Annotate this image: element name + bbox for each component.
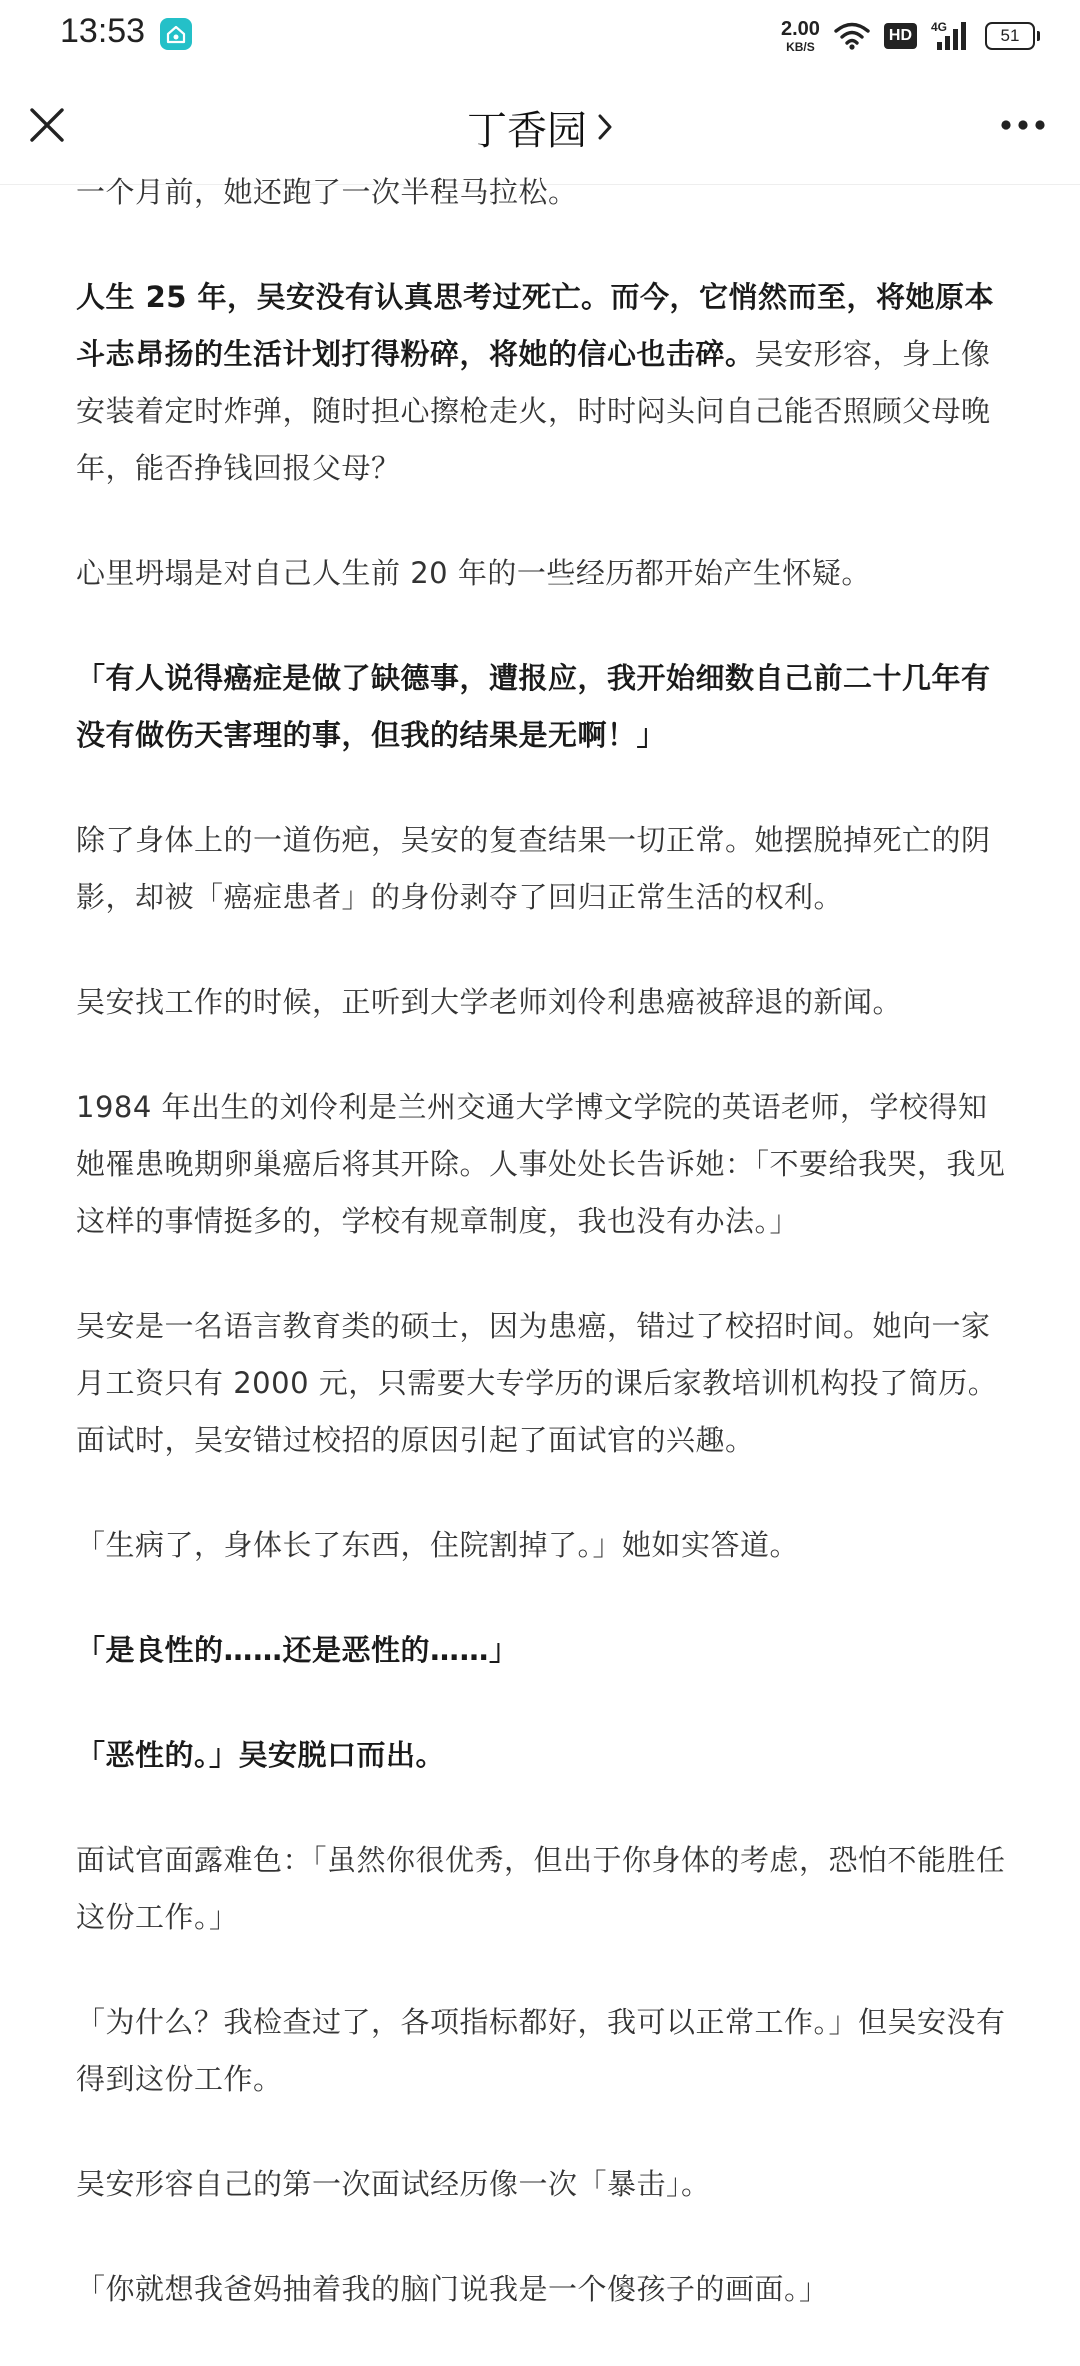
home-app-icon bbox=[160, 18, 192, 50]
wifi-icon bbox=[834, 22, 870, 50]
status-time: 13:53 bbox=[60, 12, 146, 50]
more-options-button[interactable] bbox=[988, 100, 1058, 150]
article-bold-text: 「恶性的。」吴安脱口而出。 bbox=[76, 1738, 446, 1772]
close-button[interactable] bbox=[22, 100, 72, 150]
article-body bbox=[76, 175, 1016, 2366]
article-paragraph: 吴安是一名语言教育类的硕士，因为患癌，错过了校招时间。她向一家月工资只有 2000 元，只需要大专学历的课后家教培训机构投了简历。 bbox=[76, 1309, 998, 1400]
status-bar bbox=[0, 0, 1080, 70]
account-title-link[interactable] bbox=[467, 99, 613, 156]
article-paragraph: 心里坍塌是对自己人生前 20 年的一些经历都开始产生怀疑。 bbox=[76, 556, 871, 590]
page-title: 丁香园 bbox=[467, 107, 587, 154]
network-type-label: 4G bbox=[931, 20, 948, 34]
article-paragraph: 「为什么？我检查过了，各项指标都好，我可以正常工作。」但吴安没有得到这份工作。 bbox=[76, 2005, 1006, 2096]
article-paragraph: 面试官面露难色：「虽然你很优秀，但出于你身体的考虑，恐怕不能胜任这份工作。」 bbox=[76, 1843, 1006, 1934]
article-paragraph: 面试时，吴安错过校招的原因引起了面试官的兴趣。 bbox=[76, 1423, 755, 1457]
article-paragraph bbox=[76, 650, 1016, 764]
cellular-signal-icon bbox=[931, 20, 971, 52]
article-paragraph: 「生病了，身体长了东西，住院割掉了。」她如实答道。 bbox=[76, 1528, 800, 1562]
network-speed-value: 2.00 bbox=[780, 18, 820, 40]
article-bold-text: 人生 25 年，吴安没有认真思考过死亡。而今，它悄然而至，将她原本斗志昂扬的生活计划打得粉碎，将她的信心也击碎。 bbox=[76, 280, 995, 371]
close-icon bbox=[28, 106, 66, 144]
more-dots-icon bbox=[1000, 119, 1046, 131]
network-speed-unit: KB/S bbox=[786, 40, 815, 54]
article-bold-text: 「有人说得癌症是做了缺德事，遭报应，我开始细数自己前二十几年有没有做伤天害理的事，但我的结果是无啊！」 bbox=[76, 661, 991, 752]
network-speed bbox=[781, 19, 820, 53]
chevron-right-icon bbox=[597, 113, 613, 141]
battery-indicator bbox=[985, 22, 1040, 50]
article-paragraph: 吴安找工作的时候，正听到大学老师刘伶利患癌被辞退的新闻。 bbox=[76, 985, 903, 1019]
battery-tip bbox=[1037, 31, 1040, 41]
article-paragraph: 一个月前，她还跑了一次半程马拉松。 bbox=[76, 175, 578, 209]
status-indicators bbox=[781, 14, 1040, 58]
article-paragraph bbox=[76, 1727, 1016, 1784]
article-bold-text: 「是良性的……还是恶性的……」 bbox=[76, 1633, 519, 1667]
article-paragraph: 吴安形容自己的第一次面试经历像一次「暴击」。 bbox=[76, 2167, 711, 2201]
article-paragraph: 「你就想我爸妈抽着我的脑门说我是一个傻孩子的画面。」 bbox=[76, 2272, 829, 2306]
article-paragraph: 1984 年出生的刘伶利是兰州交通大学博文学院的英语老师，学校得知她罹患晚期卵巢癌后将其开除。人事处处长告诉她：「不要给我哭，我见这样的事情挺多的，学校有规章制度，我也没有办法。」 bbox=[76, 1090, 1006, 1238]
article-paragraph bbox=[76, 1622, 1016, 1679]
article-text: 吴安形容，身上像安装着定时炸弹，随时担心擦枪走火，时时闷头问自己能否照顾父母晚年，能否挣钱回报父母？ bbox=[76, 337, 991, 485]
hd-badge: HD bbox=[884, 23, 917, 49]
battery-level: 51 bbox=[985, 22, 1035, 50]
article-paragraph bbox=[76, 269, 1016, 497]
article-paragraph: 除了身体上的一道伤疤，吴安的复查结果一切正常。她摆脱掉死亡的阴影，却被「癌症患者」的身份剥夺了回归正常生活的权利。 bbox=[76, 823, 991, 914]
